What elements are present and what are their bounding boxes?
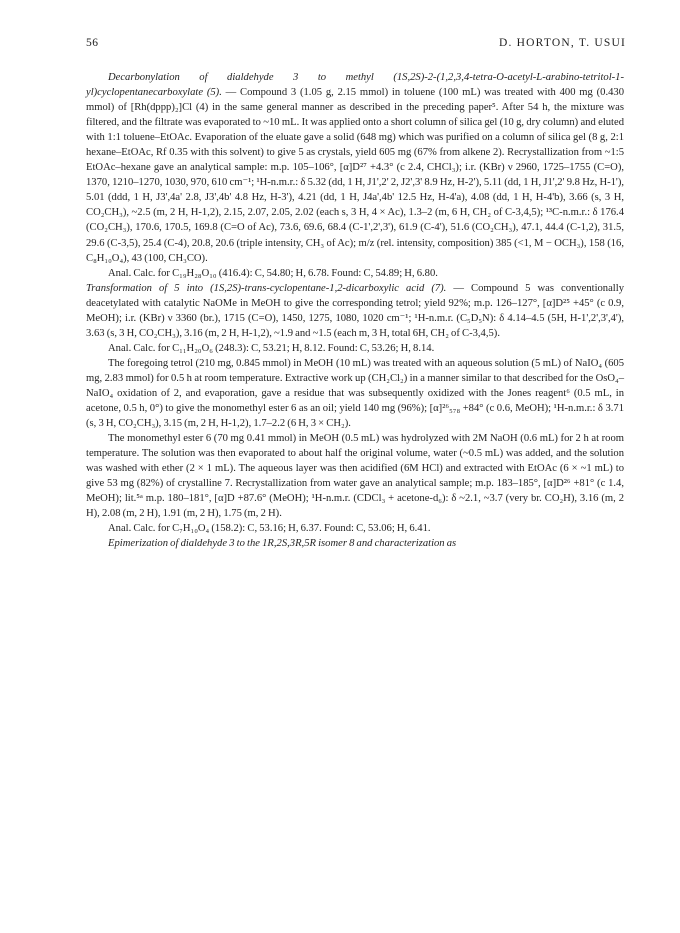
- paragraph-text: The monomethyl ester 6 (70 mg 0.41 mmol) in MeOH (0.5 mL) was hydrolyzed with 2M NaOH (0.6 mL) for 2 h at room temperature. The solution was then evaporated to about half the original volume, water (~0.5 mL) was added, and the solution was washed with ether (2 × 1 mL). The aqueous layer was then acidified (6M HCl) and extracted with EtOAc (6 × ~1 mL) to give 53 mg (82%) of crystalline 7. Recrystallization from water gave an analytical sample; m.p. 183–185°, [α]D²⁶ +81° (c 1.4, MeOH); lit.⁵ᵃ m.p. 180–181°, [α]D +87.6° (MeOH); ¹H-n.m.r. (CDCl₃ + acetone-d₆): δ ~2.1, ~3.7 (very br. CO₂H), 3.16 (m, 2 H), 2.08 (m, 2 H), 1.91 (m, 2 H), 1.75 (m, 2 H).: [86, 433, 624, 520]
- paragraph-heading: Epimerization of dialdehyde 3 to the 1R,2S,3R,5R isomer 8 and characterization as: [108, 538, 457, 550]
- paragraph: [86, 356, 624, 431]
- running-head-authors: D. HORTON, T. USUI: [499, 37, 626, 49]
- paragraph: [86, 281, 624, 341]
- paragraph-text: — Compound 5 was conventionally deacetylated with catalytic NaOMe in MeOH to give the corresponding tetrol; yield 92%; m.p. 126–127°, [α]D²⁵ +45° (c 0.9, MeOH); i.r. (KBr) ν 3360 (br.), 1715 (C=O), 1450, 1275, 1080, 1020 cm⁻¹; ¹H-n.m.r. (C₅D₅N): δ 4.14–4.5 (5H, H-1',2',3',4'), 3.63 (s, 3 H, CO₂CH₃), 3.16 (m, 2 H, H-1,2), ~1.9 and ~1.5 (each m, 3 H, total 6H, CH₂ of C-3,4,5).: [86, 282, 624, 339]
- body-text: [86, 70, 624, 552]
- paragraph-text: — Compound 3 (1.05 g, 2.15 mmol) in toluene (100 mL) was treated with 400 mg (0.430 mmol) of [Rh(dppp)₂]Cl (4) in the same general manner as described in the preceding paper⁵. After 54 h, the mixture was filtered, and the filtrate was evaporated to ~10 mL. It was applied onto a short column of silica gel (10 g, dry column) and eluted with 1:1 toluene–EtOAc. Evaporation of the eluate gave a solid (648 mg) which was purified on a column of silica gel (8 g, 2:1 hexane–EtOAc, Rf 0.35 with this solvent) to give 5 as crystals, yield 605 mg (67% from alkene 2). Recrystallization from ~1:5 EtOAc–hexane gave an analytical sample: m.p. 105–106°, [α]D²⁷ +4.3° (c 2.4, CHCl₃); i.r. (KBr) ν 2960, 1725–1755 (C=O), 1370, 1210–1270, 1030, 970, 610 cm⁻¹; ¹H-n.m.r.: δ 5.32 (dd, 1 H, J1',2' 2, J2',3' 8.9 Hz, H-2'), 5.11 (dd, 1 H, J1',2' 9.8 Hz, H-1'), 5.01 (ddd, 1 H, J3',4a' 2.8, J3',4b' 4.8 Hz, H-3'), 4.21 (dd, 1 H, J4a',4b' 12.5 Hz, H-4'a), 4.08 (dd, 1 H, H-4'b), 3.66 (s, 3 H, CO₂CH₃), ~2.5 (m, 2 H, H-1,2), 2.15, 2.07, 2.05, 2.02 (each s, 3 H, 4 × Ac), 1.3–2 (m, 6 H, CH₂ of C-3,4,5); ¹³C-n.m.r.: δ 176.4 (CO₂CH₃), 170.6, 170.5, 169.8 (C=O of Ac), 73.6, 69.6, 68.4 (C-1',2',3'), 61.9 (C-4'), 51.6 (CO₂CH₃), 47.1, 44.4 (C-1,2), 31.5, 29.6 (C-3,5), 25.4 (C-4), 20.8, 20.6 (triple intensity, CH₃ of Ac); m/z (rel. intensity, composition) 385 (<1, M − OCH₃), 158 (16, C₈H₁₀O₄), 43 (100, CH₃CO).: [86, 87, 624, 264]
- paragraph-text: Anal. Calc. for C₁₉H₂₈O₁₀ (416.4): C, 54.80; H, 6.78. Found: C, 54.89; H, 6.80.: [108, 267, 438, 279]
- paragraph: [86, 431, 624, 521]
- paragraph-heading: Transformation of 5 into (1S,2S)-trans-cyclopentane-1,2-dicarboxylic acid (7).: [86, 282, 447, 294]
- paragraph: [86, 70, 624, 266]
- paragraph-heading: Decarbonylation of dialdehyde 3 to methyl (1S,2S)-2-(1,2,3,4-tetra-O-acetyl-L-arabino-tetritol-1-yl)cyclopentanecarboxylate (5).: [86, 72, 624, 99]
- running-head: [86, 37, 626, 53]
- paragraph-text: The foregoing tetrol (210 mg, 0.845 mmol) in MeOH (10 mL) was treated with an aqueous solution (5 mL) of NaIO₄ (605 mg, 2.83 mmol) for 0.5 h at room temperature. Extractive work up (CH₂Cl₂) in a manner similar to that described for the OsO₄–NaIO₄ oxidation of 2, and evaporation, gave a residue that was subsequently oxidized with the Jones reagent⁶ (0.5 mL, in acetone, 0.5 h, 0°) to give the monomethyl ester 6 as an oil; yield 140 mg (96%); [α]²⁶₅₇₈ +84° (c 0.6, MeOH); ¹H-n.m.r.: δ 3.71 (s, 3 H, CO₂CH₃), 3.15 (m, 2 H, H-1,2), 1.7–2.2 (6 H, 3 × CH₂).: [86, 357, 624, 430]
- page-number: 56: [86, 37, 99, 49]
- paragraph: [86, 521, 624, 536]
- paragraph: [86, 266, 624, 281]
- paragraph-text: Anal. Calc. for C₁₁H₂₀O₆ (248.3): C, 53.21; H, 8.12. Found: C, 53.26; H, 8.14.: [108, 342, 435, 354]
- paragraph: [86, 536, 624, 551]
- paragraph: [86, 341, 624, 356]
- paragraph-text: Anal. Calc. for C₇H₁₀O₄ (158.2): C, 53.16; H, 6.37. Found: C, 53.06; H, 6.41.: [108, 523, 431, 535]
